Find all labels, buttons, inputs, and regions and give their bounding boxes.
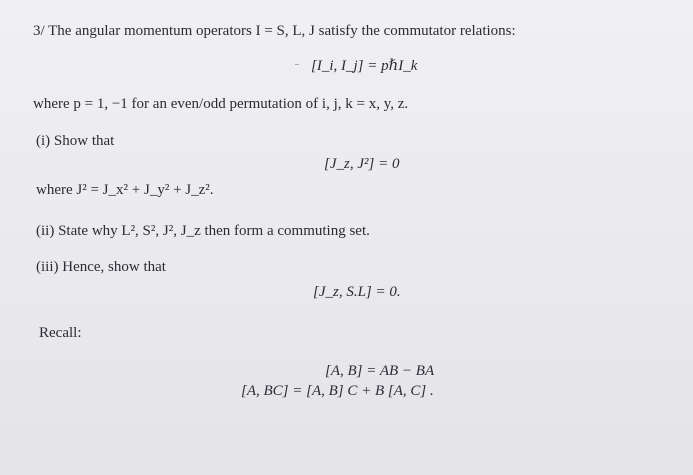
problem-intro: 3/ The angular momentum operators I = S, L, J satisfy the commutator relations: bbox=[33, 23, 516, 39]
part-iii-equation: [J_z, S.L] = 0. bbox=[313, 284, 401, 300]
recall-identity-product: [A, BC] = [A, B] C + B [A, C] . bbox=[241, 383, 434, 399]
recall-label: Recall: bbox=[39, 325, 82, 341]
part-ii-statement: (ii) State why L², S², J², J_z then form a commuting set. bbox=[36, 223, 370, 239]
commutator-relation: [I_i, I_j] = pℏI_k bbox=[311, 58, 418, 74]
part-i-equation: [J_z, J²] = 0 bbox=[324, 156, 400, 172]
permutation-note: where p = 1, −1 for an even/odd permutation of i, j, k = x, y, z. bbox=[33, 96, 409, 112]
part-i-where: where J² = J_x² + J_y² + J_z². bbox=[36, 182, 214, 198]
recall-identity-commutator: [A, B] = AB − BA bbox=[325, 363, 435, 379]
margin-tick bbox=[295, 64, 299, 65]
part-i-label: (i) Show that bbox=[36, 133, 115, 149]
part-iii-label: (iii) Hence, show that bbox=[36, 259, 166, 275]
